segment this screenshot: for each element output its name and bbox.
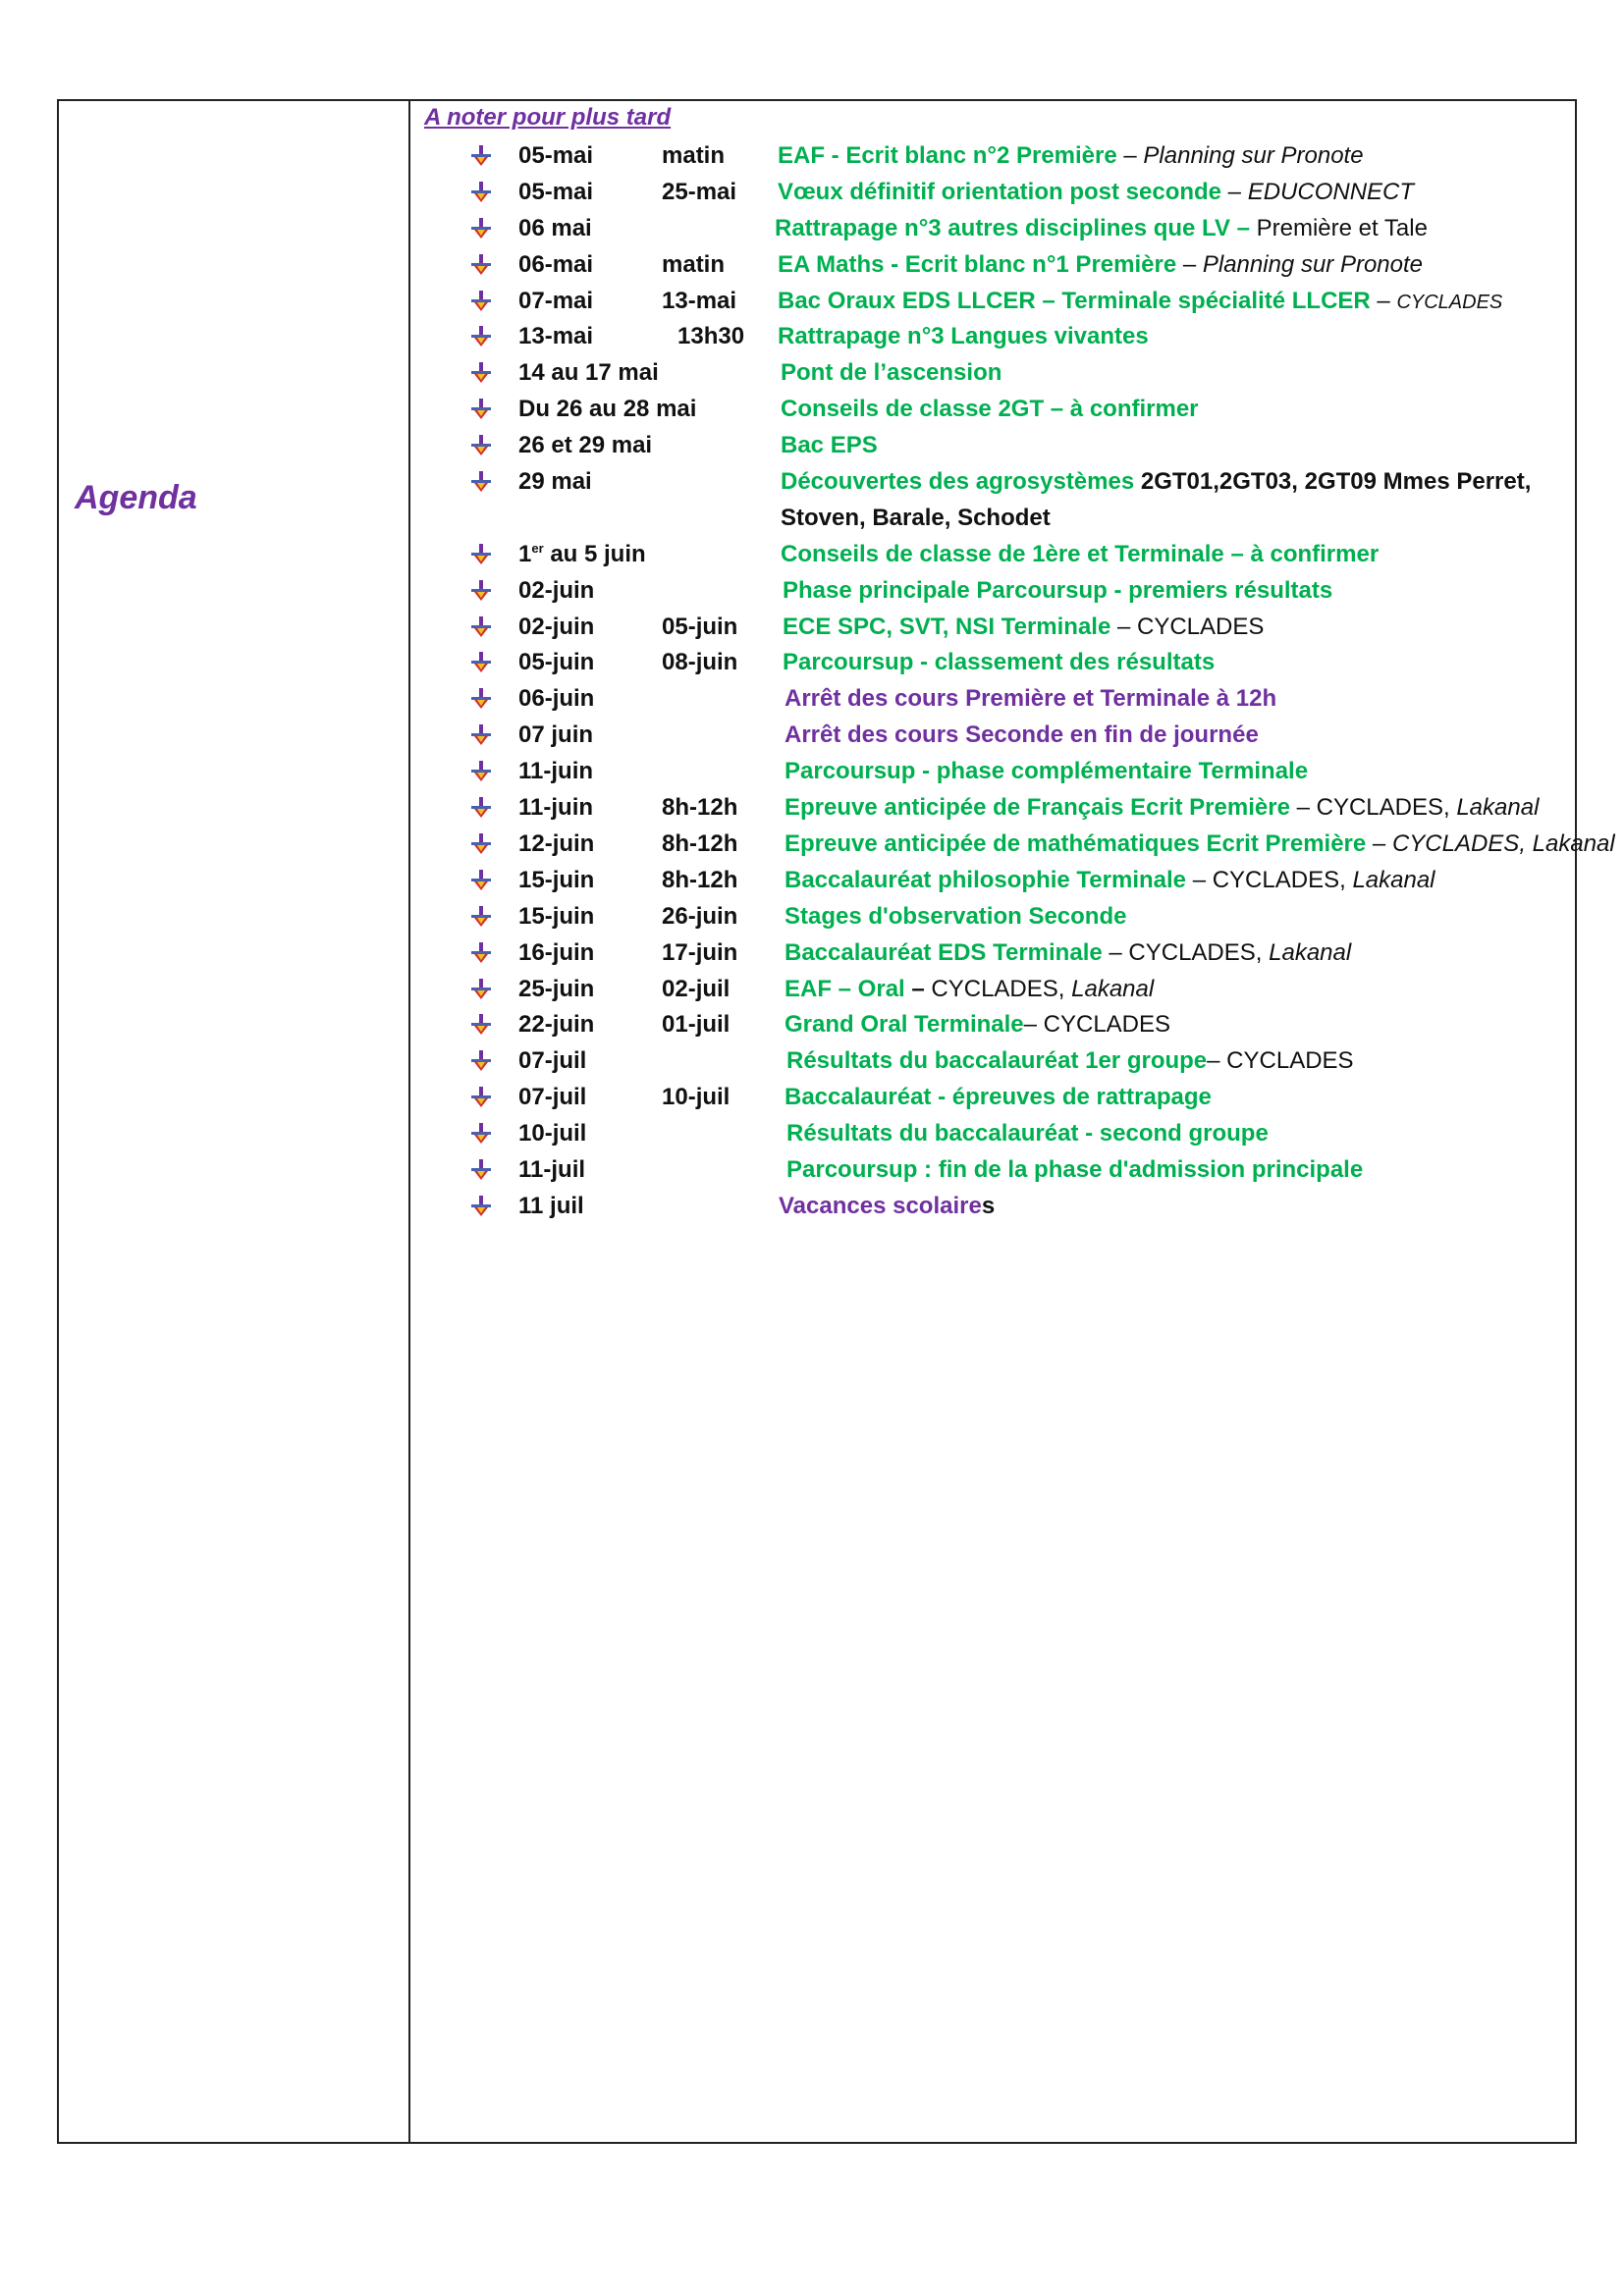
event-description — [779, 1189, 995, 1225]
event-description-part: – CYCLADES — [1023, 1011, 1171, 1039]
event-date-end: 26-juin — [662, 902, 738, 930]
arrow-down-bullet-icon — [471, 1087, 491, 1108]
event-description-part: Première et Tale — [1249, 214, 1428, 241]
arrow-down-bullet-icon — [471, 688, 491, 710]
agenda-event-row — [471, 464, 1571, 537]
event-description-part: s — [981, 1192, 996, 1219]
event-date — [518, 175, 593, 211]
event-description-part: EDUCONNECT — [1247, 178, 1415, 205]
event-description-part: CYCLADES, Lakanal — [1391, 829, 1615, 857]
event-description-part: – — [1176, 250, 1203, 278]
event-description-part: Baccalauréat philosophie Terminale — [785, 866, 1187, 893]
event-date-start: 14 au 17 mai — [518, 359, 659, 387]
event-date — [518, 319, 593, 355]
agenda-event-row — [471, 284, 1571, 320]
agenda-event-row — [471, 537, 1571, 573]
event-date — [518, 1043, 586, 1080]
event-description — [786, 1043, 1354, 1080]
event-date-start: 02-juin — [518, 576, 595, 604]
event-date — [518, 935, 594, 972]
event-description — [786, 1116, 1269, 1152]
event-description-part: – CYCLADES, — [1186, 866, 1353, 893]
event-description — [781, 464, 1531, 501]
event-description-part: Parcoursup - classement des résultats — [783, 649, 1216, 676]
agenda-event-row — [471, 1152, 1571, 1189]
event-description-continuation: Stoven, Barale, Schodet — [781, 504, 1051, 531]
event-date-start: 10-juil — [518, 1120, 587, 1148]
event-description — [781, 428, 878, 464]
event-date-start: 15-juin — [518, 902, 595, 930]
agenda-event-row — [471, 610, 1571, 646]
event-description — [785, 827, 1615, 863]
arrow-down-bullet-icon — [471, 870, 491, 891]
event-description-part: Lakanal — [1352, 866, 1435, 893]
event-description — [786, 1152, 1363, 1189]
arrow-down-bullet-icon — [471, 254, 491, 276]
agenda-event-row — [471, 247, 1571, 284]
event-date — [518, 610, 594, 646]
event-date-start: 05-juin — [518, 649, 595, 676]
arrow-down-bullet-icon — [471, 145, 491, 167]
event-description — [785, 863, 1435, 899]
event-date-end: 10-juil — [662, 1084, 731, 1111]
arrow-down-bullet-icon — [471, 797, 491, 819]
event-date-start: 07 juin — [518, 721, 594, 749]
event-description-part: – CYCLADES, — [1289, 794, 1457, 822]
agenda-event-row — [471, 1116, 1571, 1152]
event-date-end: matin — [662, 142, 726, 169]
event-date — [518, 138, 593, 175]
agenda-event-row — [471, 175, 1571, 211]
event-description-part: Bac EPS — [781, 432, 878, 459]
event-date-start: 26 et 29 mai — [518, 432, 653, 459]
event-description-part: Rattrapage n°3 autres disciplines que LV – — [775, 214, 1250, 241]
arrow-down-bullet-icon — [471, 1123, 491, 1145]
event-date — [518, 1080, 586, 1116]
arrow-down-bullet-icon — [471, 979, 491, 1000]
event-description — [778, 319, 1149, 355]
event-date — [518, 284, 593, 320]
event-description-part: Vacances scolaire — [779, 1192, 982, 1219]
event-date-start: 05-mai — [518, 178, 594, 205]
event-date-end: 05-juin — [662, 613, 738, 640]
event-description-part: Stages d'observation Seconde — [785, 902, 1127, 930]
event-description-part: Parcoursup - phase complémentaire Terminale — [785, 758, 1309, 785]
event-date — [518, 1152, 585, 1189]
event-date-start: Du 26 au 28 mai — [518, 396, 697, 423]
event-date-start: 13-mai — [518, 323, 594, 350]
event-description-part: Bac Oraux EDS LLCER – Terminale spécialité LLCER — [778, 287, 1371, 314]
event-date-start: 02-juin — [518, 613, 595, 640]
event-date-end: 8h-12h — [662, 794, 738, 822]
event-description — [783, 573, 1332, 610]
agenda-table — [57, 99, 1615, 2144]
arrow-down-bullet-icon — [471, 761, 491, 782]
event-description-part: Vœux définitif orientation post seconde — [778, 178, 1222, 205]
event-date-start: 16-juin — [518, 938, 595, 966]
event-date-start: 07-juil — [518, 1047, 587, 1075]
event-date-start: 25-juin — [518, 975, 595, 1002]
events-list — [471, 138, 1615, 1225]
agenda-event-row — [471, 319, 1571, 355]
event-description-part: – — [1370, 287, 1397, 314]
event-date — [518, 645, 594, 681]
event-date-start: 05-mai — [518, 142, 594, 169]
event-description-part: – — [1366, 829, 1392, 857]
event-date — [518, 428, 652, 464]
arrow-down-bullet-icon — [471, 616, 491, 638]
event-description-part: EA Maths - Ecrit blanc n°1 Première — [778, 250, 1177, 278]
event-description-part: 2GT01,2GT03, 2GT09 Mmes Perret, — [1134, 468, 1532, 496]
arrow-down-bullet-icon — [471, 833, 491, 855]
event-description-part: Conseils de classe de 1ère et Terminale – à confirmer — [781, 540, 1380, 567]
agenda-event-row — [471, 718, 1571, 754]
event-date-start: 1 — [518, 540, 532, 567]
event-description-part: – — [1116, 142, 1144, 169]
event-description-part: Baccalauréat - épreuves de rattrapage — [785, 1084, 1212, 1111]
event-date-end: 13h30 — [677, 323, 745, 350]
event-date-start: 11-juil — [518, 1155, 586, 1183]
event-description-part: – CYCLADES — [1207, 1047, 1354, 1075]
event-date-end: 08-juin — [662, 649, 738, 676]
event-description-part: ECE SPC, SVT, NSI Terminale — [783, 613, 1111, 640]
agenda-event-row — [471, 790, 1571, 827]
event-date — [518, 863, 594, 899]
event-description — [781, 537, 1379, 573]
agenda-event-row — [471, 827, 1615, 863]
event-description — [781, 355, 1001, 392]
event-description-part: Parcoursup : fin de la phase d'admission principale — [786, 1155, 1364, 1183]
event-description-part: Epreuve anticipée de mathématiques Ecrit Première — [785, 829, 1367, 857]
event-date-end: 13-mai — [662, 287, 737, 314]
event-description-part: EAF – Oral — [785, 975, 905, 1002]
event-date — [518, 1116, 586, 1152]
agenda-event-row — [471, 573, 1571, 610]
agenda-event-row — [471, 211, 1571, 247]
event-date-end: 8h-12h — [662, 866, 738, 893]
event-description — [785, 899, 1126, 935]
event-date — [518, 1189, 584, 1225]
agenda-event-row — [471, 645, 1571, 681]
event-date — [518, 392, 696, 428]
event-description-part: Lakanal — [1269, 938, 1352, 966]
event-description-part: Epreuve anticipée de Français Ecrit Première — [785, 794, 1290, 822]
event-date-start: 06-juin — [518, 685, 595, 713]
event-description-part: Baccalauréat EDS Terminale — [785, 938, 1103, 966]
event-description-part: – CYCLADES — [1110, 613, 1265, 640]
event-date-end: 01-juil — [662, 1011, 731, 1039]
event-date-start: 11-juin — [518, 758, 594, 785]
event-description — [785, 1080, 1212, 1116]
agenda-event-row — [471, 138, 1571, 175]
event-date-end: 02-juil — [662, 975, 731, 1002]
event-description-part: Arrêt des cours Seconde en fin de journée — [785, 721, 1259, 749]
event-description — [785, 681, 1276, 718]
arrow-down-bullet-icon — [471, 326, 491, 347]
event-description-part: – — [1221, 178, 1248, 205]
event-description-part: Phase principale Parcoursup - premiers résultats — [783, 576, 1333, 604]
event-date-start: 11 juil — [518, 1192, 584, 1219]
event-date-rest: au 5 juin — [543, 540, 646, 567]
arrow-down-bullet-icon — [471, 182, 491, 203]
event-date — [518, 754, 593, 790]
event-date — [518, 972, 594, 1008]
arrow-down-bullet-icon — [471, 471, 491, 493]
agenda-event-row — [471, 355, 1571, 392]
event-description — [783, 645, 1215, 681]
event-date — [518, 355, 659, 392]
event-date-start: 15-juin — [518, 866, 595, 893]
event-date — [518, 464, 592, 501]
note-title: A noter pour plus tard — [424, 104, 672, 131]
event-description-part: Rattrapage n°3 Langues vivantes — [778, 323, 1149, 350]
event-description — [785, 790, 1539, 827]
event-date — [518, 790, 593, 827]
arrow-down-bullet-icon — [471, 652, 491, 673]
event-description-part: CYCLADES — [1396, 291, 1503, 313]
event-description — [778, 284, 1502, 321]
event-description-part: CYCLADES, — [931, 975, 1072, 1002]
event-date-start: 07-juil — [518, 1084, 587, 1111]
event-description-part: Résultats du baccalauréat - second groupe — [786, 1120, 1269, 1148]
event-date — [518, 718, 593, 754]
event-date-start: 06-mai — [518, 250, 594, 278]
event-description-part: – CYCLADES, — [1102, 938, 1270, 966]
event-description-part: Planning sur Pronote — [1202, 250, 1424, 278]
event-date-end: 17-juin — [662, 938, 738, 966]
event-description — [778, 175, 1414, 211]
event-description — [778, 247, 1423, 284]
event-description — [778, 138, 1364, 175]
event-date-start: 11-juin — [518, 794, 594, 822]
event-date — [518, 827, 594, 863]
event-description — [785, 972, 1154, 1008]
agenda-event-row — [471, 1007, 1571, 1043]
event-description-part: Lakanal — [1456, 794, 1540, 822]
event-date — [518, 211, 592, 247]
event-description-part: Découvertes des agrosystèmes — [781, 468, 1135, 496]
event-description-part: Arrêt des cours Première et Terminale à 12h — [785, 685, 1277, 713]
arrow-down-bullet-icon — [471, 362, 491, 384]
arrow-down-bullet-icon — [471, 435, 491, 456]
event-date-end: 8h-12h — [662, 829, 738, 857]
agenda-label: Agenda — [75, 479, 197, 516]
arrow-down-bullet-icon — [471, 1159, 491, 1181]
agenda-event-row — [471, 428, 1571, 464]
event-description — [783, 610, 1264, 646]
agenda-event-row — [471, 863, 1571, 899]
event-description — [785, 1007, 1170, 1043]
event-description — [775, 211, 1428, 247]
event-description-part: EAF - Ecrit blanc n°2 Première — [778, 142, 1117, 169]
agenda-event-row — [471, 681, 1571, 718]
event-date-start: 07-mai — [518, 287, 594, 314]
arrow-down-bullet-icon — [471, 544, 491, 565]
event-date — [518, 247, 593, 284]
event-date-superscript: er — [531, 540, 544, 556]
agenda-event-row — [471, 392, 1571, 428]
event-description — [785, 754, 1308, 790]
event-description-part: Lakanal — [1071, 975, 1155, 1002]
event-date-start: 29 mai — [518, 468, 592, 496]
arrow-down-bullet-icon — [471, 724, 491, 746]
agenda-event-row — [471, 935, 1571, 972]
event-description — [785, 718, 1259, 754]
agenda-event-row — [471, 1043, 1571, 1080]
event-description-part: Résultats du baccalauréat 1er groupe — [786, 1047, 1208, 1075]
event-date-end: matin — [662, 250, 726, 278]
event-description-part: Conseils de classe 2GT – à confirmer — [781, 396, 1199, 423]
event-date-start: 22-juin — [518, 1011, 595, 1039]
arrow-down-bullet-icon — [471, 218, 491, 240]
arrow-down-bullet-icon — [471, 291, 491, 312]
event-date-start: 12-juin — [518, 829, 595, 857]
agenda-event-row — [471, 899, 1571, 935]
event-description-part: Planning sur Pronote — [1143, 142, 1364, 169]
event-description — [785, 935, 1351, 972]
agenda-event-row — [471, 1189, 1571, 1225]
event-date — [518, 573, 594, 610]
agenda-event-row — [471, 972, 1571, 1008]
arrow-down-bullet-icon — [471, 1050, 491, 1072]
event-description-part: Pont de l’ascension — [781, 359, 1002, 387]
event-description — [781, 392, 1199, 428]
event-date — [518, 537, 646, 573]
event-date — [518, 681, 594, 718]
event-date-start: 06 mai — [518, 214, 592, 241]
arrow-down-bullet-icon — [471, 1196, 491, 1217]
arrow-down-bullet-icon — [471, 906, 491, 928]
agenda-event-row — [471, 754, 1571, 790]
arrow-down-bullet-icon — [471, 580, 491, 602]
arrow-down-bullet-icon — [471, 399, 491, 420]
event-date — [518, 1007, 594, 1043]
event-description-part: Grand Oral Terminale — [785, 1011, 1024, 1039]
arrow-down-bullet-icon — [471, 942, 491, 964]
arrow-down-bullet-icon — [471, 1014, 491, 1036]
event-date — [518, 899, 594, 935]
event-date-end: 25-mai — [662, 178, 737, 205]
agenda-event-row — [471, 1080, 1571, 1116]
event-description-part: – — [904, 975, 932, 1002]
column-divider — [408, 101, 410, 2142]
